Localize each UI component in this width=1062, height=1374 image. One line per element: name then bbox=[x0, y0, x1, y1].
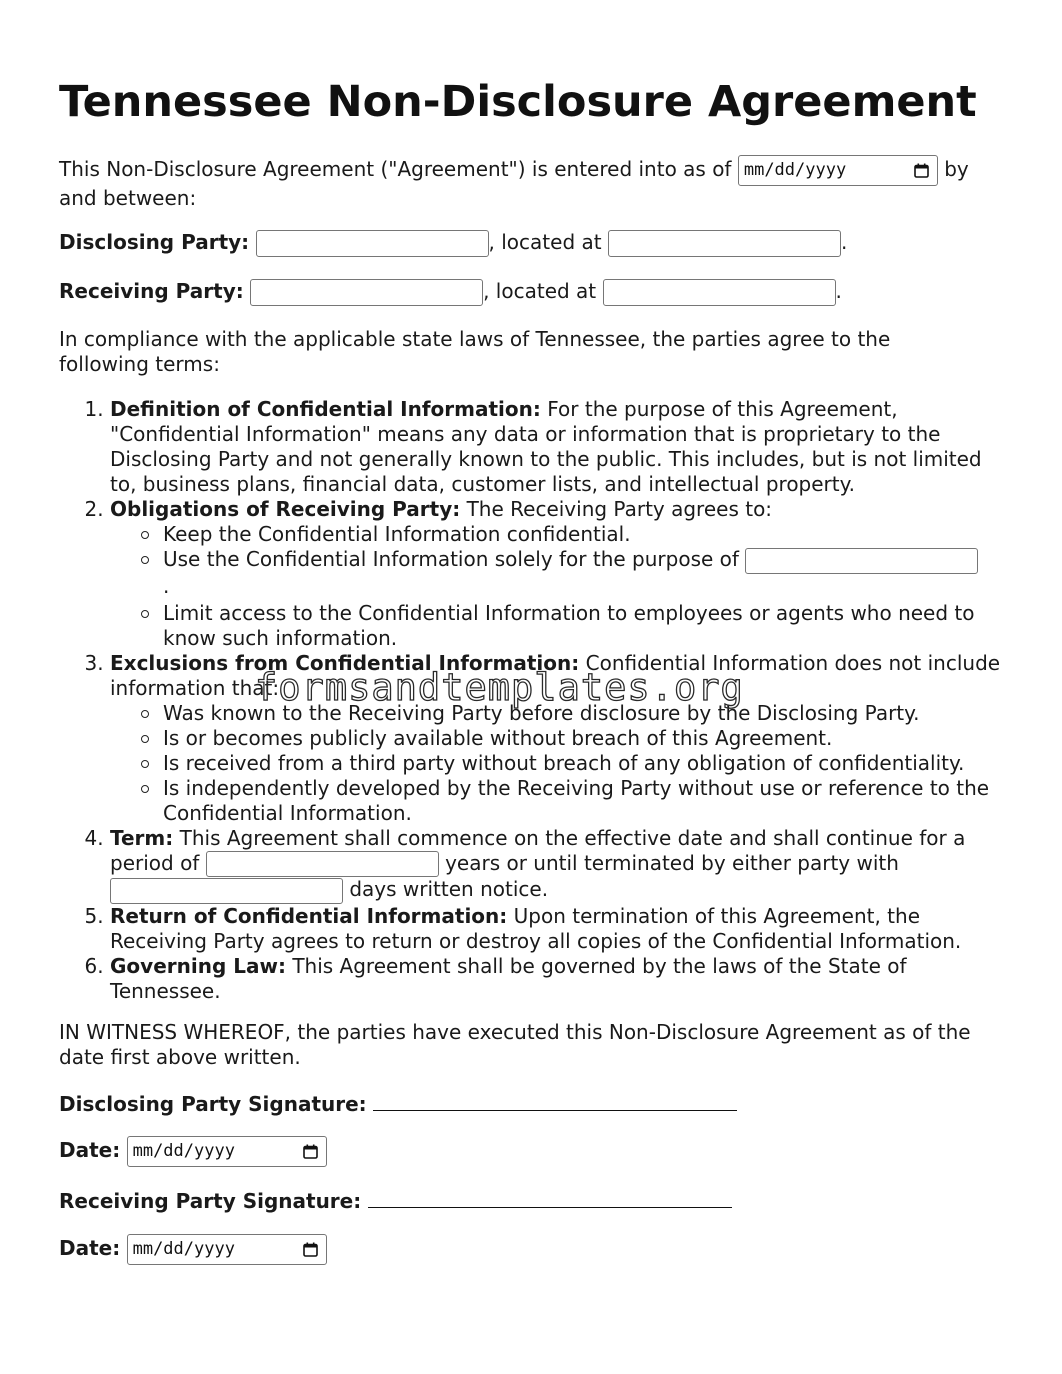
witness-paragraph: IN WITNESS WHEREOF, the parties have executed this Non-Disclosure Agreement as of the date first above written. bbox=[59, 1020, 971, 1069]
terms-list bbox=[59, 397, 1010, 1004]
disclosing-party-address-input[interactable] bbox=[608, 230, 841, 257]
obligations-list bbox=[110, 522, 1010, 651]
line-end: . bbox=[835, 279, 842, 303]
notice-days-input[interactable] bbox=[110, 878, 343, 904]
term-heading: Governing Law: bbox=[110, 953, 286, 978]
term-text: This Agreement shall be governed by the laws of the State of Tennessee. bbox=[110, 953, 907, 1003]
term-return bbox=[110, 904, 1010, 954]
disclosing-signature-line bbox=[59, 1090, 737, 1117]
term-heading: Exclusions from Confidential Information: bbox=[110, 650, 580, 675]
date-placeholder: mm/dd/yyyy bbox=[132, 1239, 235, 1259]
receiving-date-line bbox=[59, 1234, 327, 1265]
term-heading: Term: bbox=[110, 825, 174, 850]
intro-paragraph bbox=[59, 155, 1009, 211]
list-item: Was known to the Receiving Party before disclosure by the Disclosing Party. bbox=[163, 701, 1010, 726]
document-title: Tennessee Non-Disclosure Agreement bbox=[59, 77, 977, 127]
receiving-signature-label: Receiving Party Signature: bbox=[59, 1189, 362, 1213]
exclusions-list bbox=[110, 701, 1010, 826]
list-item: Is independently developed by the Receiving Party without use or reference to the Confidential Information. bbox=[163, 776, 1010, 826]
calendar-icon[interactable] bbox=[914, 163, 929, 178]
receiving-signature-field[interactable] bbox=[368, 1187, 732, 1208]
list-item bbox=[163, 547, 1010, 599]
term-heading: Return of Confidential Information: bbox=[110, 903, 508, 928]
disclosing-signature-label: Disclosing Party Signature: bbox=[59, 1092, 367, 1116]
term-heading: Definition of Confidential Information: bbox=[110, 397, 541, 421]
receiving-party-name-input[interactable] bbox=[250, 279, 483, 306]
term-governing-law bbox=[110, 954, 1010, 1004]
term-term bbox=[110, 826, 1010, 904]
receiving-party-label: Receiving Party: bbox=[59, 279, 244, 303]
list-item: Keep the Confidential Information confidential. bbox=[163, 522, 1010, 547]
intro-text: This Non-Disclosure Agreement ("Agreement") is entered into as of bbox=[59, 157, 732, 181]
intro-text-after: by and between: bbox=[59, 157, 969, 210]
calendar-icon[interactable] bbox=[303, 1144, 318, 1159]
term-definition bbox=[110, 397, 1010, 497]
located-at-label: , located at bbox=[488, 230, 602, 254]
term-text: For the purpose of this Agreement, "Confidential Information" means any data or information that is proprietary to the Disclosing Party and not generally known to the public. This includes, but is not limited to, business plans, financial data, customer lists, and intellectual property. bbox=[110, 397, 982, 496]
receiving-party-address-input[interactable] bbox=[603, 279, 836, 306]
term-exclusions bbox=[110, 651, 1010, 826]
date-label: Date: bbox=[59, 1138, 121, 1162]
located-at-label: , located at bbox=[483, 279, 597, 303]
calendar-icon[interactable] bbox=[303, 1242, 318, 1257]
purpose-input[interactable] bbox=[745, 548, 978, 574]
disclosing-party-name-input[interactable] bbox=[256, 230, 489, 257]
disclosing-party-line bbox=[59, 230, 847, 257]
disclosing-signature-field[interactable] bbox=[373, 1090, 737, 1111]
term-text: Confidential Information does not include information that: bbox=[110, 650, 1001, 700]
term-text-end: days written notice. bbox=[349, 877, 549, 901]
list-item: Is received from a third party without breach of any obligation of confidentiality. bbox=[163, 751, 1010, 776]
receiving-date-input[interactable] bbox=[127, 1234, 327, 1265]
term-heading: Obligations of Receiving Party: bbox=[110, 497, 461, 521]
receiving-signature-line bbox=[59, 1187, 732, 1214]
date-placeholder: mm/dd/yyyy bbox=[132, 1141, 235, 1161]
effective-date-input[interactable] bbox=[738, 155, 938, 186]
date-label: Date: bbox=[59, 1236, 121, 1260]
term-text-mid: years or until terminated by either party with bbox=[445, 850, 899, 875]
date-placeholder: mm/dd/yyyy bbox=[743, 160, 847, 180]
disclosing-date-line bbox=[59, 1136, 327, 1167]
line-end: . bbox=[840, 230, 848, 254]
purpose-text: Use the Confidential Information solely for the purpose of bbox=[163, 547, 739, 571]
term-years-input[interactable] bbox=[206, 851, 439, 877]
purpose-period: . bbox=[163, 573, 170, 598]
list-item: Limit access to the Confidential Information to employees or agents who need to know such information. bbox=[163, 601, 1010, 651]
watermark: formsandtemplates.org bbox=[255, 666, 744, 709]
compliance-paragraph: In compliance with the applicable state laws of Tennessee, the parties agree to the following terms: bbox=[59, 327, 891, 376]
list-item: Is or becomes publicly available without breach of this Agreement. bbox=[163, 726, 1010, 751]
receiving-party-line bbox=[59, 279, 842, 306]
term-obligations bbox=[110, 497, 1010, 651]
term-text: Upon termination of this Agreement, the Receiving Party agrees to return or destroy all copies of the Confidential Information. bbox=[110, 903, 962, 953]
disclosing-date-input[interactable] bbox=[127, 1136, 327, 1167]
disclosing-party-label: Disclosing Party: bbox=[59, 230, 250, 254]
term-text: This Agreement shall commence on the effective date and shall continue for a period of bbox=[110, 825, 966, 875]
term-text: The Receiving Party agrees to: bbox=[466, 497, 773, 521]
